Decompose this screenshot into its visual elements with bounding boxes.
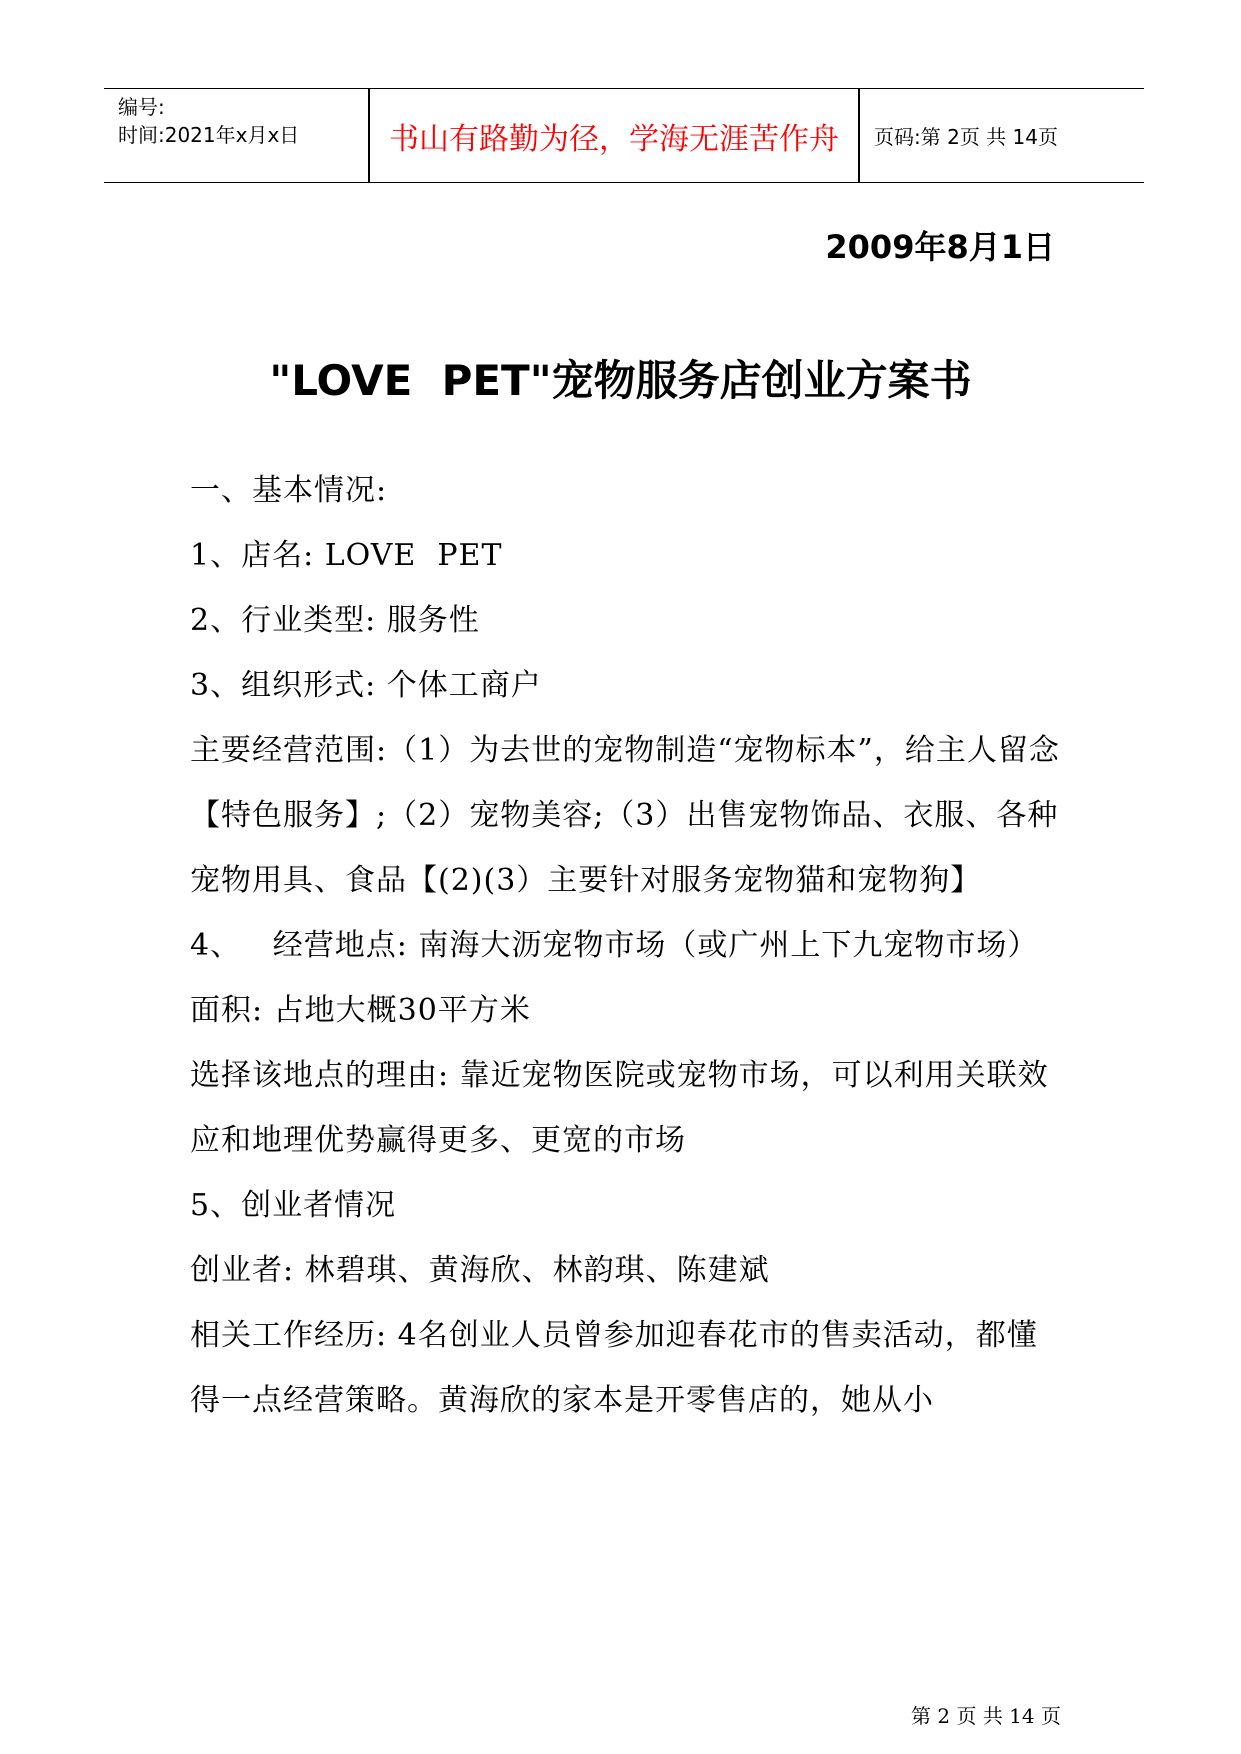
- header-motto: 书山有路勤为径，学海无涯苦作舟: [389, 121, 839, 157]
- page-header: [104, 88, 1144, 183]
- header-divider-right: [858, 89, 860, 182]
- paragraph-location-reason: 选择该地点的理由: 靠近宠物医院或宠物市场，可以利用关联效应和地理优势赢得更多、更宽的市场: [190, 1058, 1049, 1158]
- paragraph-work-experience: 相关工作经历: 4名创业人员曾参加迎春花市的售卖活动，都懂得一点经营策略。黄海欣的家本是开零售店的，她从小: [190, 1318, 1038, 1418]
- section-heading-basic-info: 一、基本情况:: [190, 473, 388, 508]
- document-body: [190, 458, 1060, 1433]
- paragraph-founder-heading: 5、创业者情况: [190, 1188, 397, 1223]
- paragraph-industry-type: 2、行业类型: 服务性: [190, 603, 480, 638]
- paragraph-location: 4、 经营地点: 南海大沥宠物市场（或广州上下九宠物市场）: [190, 928, 1039, 963]
- paragraph-founders: 创业者: 林碧琪、黄海欣、林韵琪、陈建斌: [190, 1253, 770, 1288]
- document-date: 2009年8月1日: [825, 228, 1055, 266]
- header-page-number: 页码:第 2页 共 14页: [874, 125, 1058, 149]
- document-number-label: 编号:: [118, 95, 165, 119]
- paragraph-business-scope: 主要经营范围:（1）为去世的宠物制造“宠物标本”，给主人留念【特色服务】;（2）宠物美容;（3）出售宠物饰品、衣服、各种宠物用具、食品【(2)(3）主要针对服务宠物猫和宠物狗】: [190, 733, 1060, 898]
- paragraph-area: 面积: 占地大概30平方米: [190, 993, 531, 1028]
- paragraph-organization-form: 3、组织形式: 个体工商户: [190, 668, 542, 703]
- document-time-label: 时间:2021年x月x日: [118, 123, 300, 147]
- paragraph-store-name: 1、店名: LOVE PET: [190, 538, 503, 573]
- page-footer: 第 2 页 共 14 页: [911, 1704, 1061, 1728]
- document-title: "LOVE PET"宠物服务店创业方案书: [269, 356, 972, 405]
- header-meta: [118, 93, 358, 149]
